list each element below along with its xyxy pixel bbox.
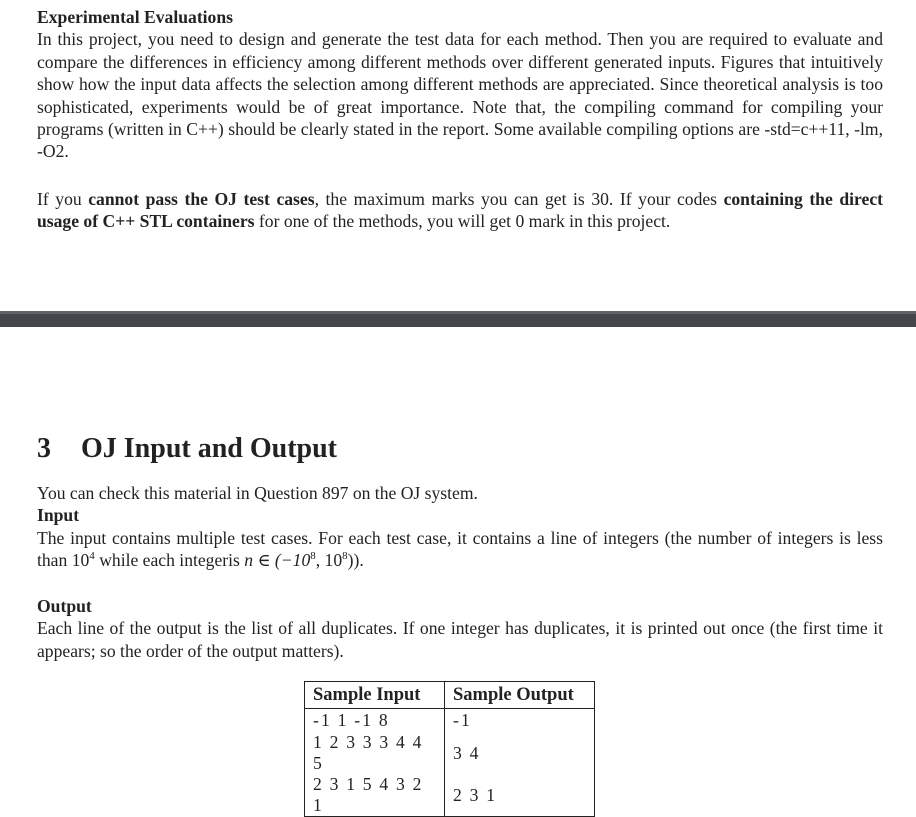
- header-sample-input: Sample Input: [305, 682, 445, 709]
- section-title-text: OJ Input and Output: [81, 433, 338, 464]
- marks-bold-1: cannot pass the OJ test cases: [88, 189, 315, 209]
- oj-intro: [37, 482, 883, 572]
- section-number: 3: [37, 433, 51, 464]
- marks-bold-2: containing the direct usage of C++ STL containers: [37, 189, 883, 232]
- sample-output-cell: -1: [445, 709, 595, 733]
- sample-table-header-row: [305, 682, 595, 709]
- marks-text-2: , the maximum marks you can get is 30. If your codes: [314, 189, 724, 209]
- intro-text: You can check this material in Question 897 on the OJ system.: [37, 483, 478, 503]
- output-block: [37, 595, 883, 662]
- marks-paragraph: [37, 188, 883, 233]
- input-math-end: )).: [347, 550, 364, 571]
- input-text-b: while each integeris: [94, 550, 245, 571]
- input-heading: Input: [37, 505, 80, 526]
- experimental-evaluations-block: [37, 6, 883, 163]
- experimental-paragraph: In this project, you need to design and generate the test data for each method. Then you are required to evaluate and compare the differences in efficiency among different methods over different generated inputs. Figures that intuitively show how the input data affects the selection among different methods are appreciated. Since theoretical analysis is too sophisticated, experiments would be of great importance. Note that, the compiling command for compiling your programs (written in C++) should be clearly stated in the report. Some available compiling options are -std=c++11, -lm, -O2.: [37, 29, 883, 162]
- sample-table: [304, 681, 595, 817]
- sample-output-cell: 2 3 1: [445, 774, 595, 817]
- input-math-sup1: 8: [310, 550, 316, 563]
- table-row: [305, 732, 595, 774]
- table-row: [305, 774, 595, 817]
- input-math-mid: , 10: [315, 550, 343, 571]
- input-math-sup2: 8: [342, 550, 348, 563]
- output-heading: Output: [37, 596, 92, 616]
- section-title: [37, 431, 337, 467]
- input-math: n ∈ (−10: [244, 550, 311, 571]
- input-text-a: The input contains multiple test cases. For each test case, it contains a line of integers (the number of integers is less than 10: [37, 527, 883, 571]
- sample-input-cell: -1 1 -1 8: [305, 709, 445, 733]
- marks-text-1: If you: [37, 189, 89, 209]
- output-text: Each line of the output is the list of all duplicates. If one integer has duplicates, it is printed out once (the first time it appears; so the order of the output matters).: [37, 618, 883, 661]
- experimental-heading: Experimental Evaluations: [37, 7, 233, 27]
- page-separator: [0, 311, 916, 327]
- sample-output-cell: 3 4: [445, 732, 595, 774]
- table-row: [305, 709, 595, 733]
- sample-input-cell: 1 2 3 3 3 4 4 5: [305, 732, 445, 774]
- input-sup: 4: [89, 550, 95, 563]
- marks-text-3: for one of the methods, you will get 0 mark in this project.: [254, 211, 671, 232]
- sample-input-cell: 2 3 1 5 4 3 2 1: [305, 774, 445, 817]
- page-top: [0, 0, 916, 311]
- header-sample-output: Sample Output: [445, 682, 595, 709]
- input-text: [37, 527, 883, 572]
